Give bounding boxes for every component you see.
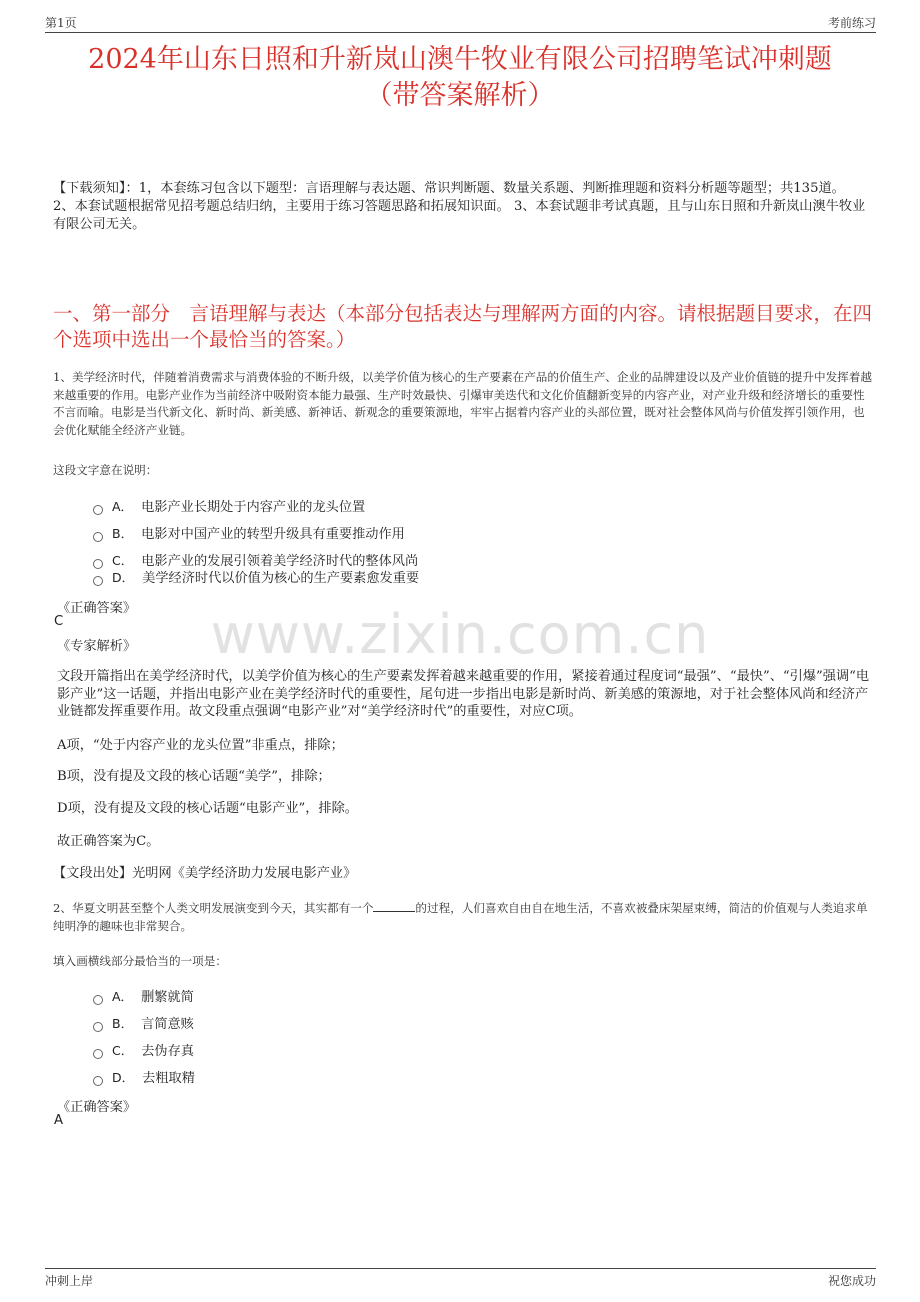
question-2-text-after: 的过程，人们喜欢自由自在地生活，不喜欢被叠床架屋束缚，简洁的价值观与人类追求单纯明净的趣味也非常契合。	[53, 901, 868, 933]
option-text: 电影产业长期处于内容产业的龙头位置	[141, 500, 366, 515]
question-2-text	[53, 900, 872, 935]
option-text: 去伪存真	[141, 1044, 194, 1059]
q1-option-b[interactable]	[93, 523, 405, 542]
footer-right-label: 祝您成功	[827, 1274, 876, 1288]
answer-label: 《正确答案》	[57, 601, 137, 616]
answer-value: A	[54, 1113, 64, 1128]
analysis-paragraph: 文段开篇指出在美学经济时代，以美学价值为核心的生产要素发挥着越来越重要的作用，紧接着通过程度词“最强”、“最快”、“引爆”强调“电影产业”这一话题，并指出电影产业在美学经济时代的重要性，尾句进一步指出电影是新时尚、新美感的策源地，对于社会整体风尚和经济产业链都发挥重要作用。故文段重点强调“电影产业”对“美学经济时代”的重要性，对应C项。	[57, 669, 870, 719]
download-notice: 【下载须知】：1，本套练习包含以下题型：言语理解与表达题、常识判断题、数量关系题、判断推理题和资料分析题等题型；共135道。 2、本套试题根据常见招考题总结归纳，主要用于练习答题思路和拓展知识面。 3、本套试题非考试真题，且与山东日照和升新岚山澳牛牧业有限公司无关。	[53, 181, 866, 232]
header-divider	[45, 32, 876, 33]
q1-option-d[interactable]	[93, 567, 419, 586]
option-text: 电影对中国产业的转型升级具有重要推动作用	[141, 527, 405, 542]
q1-option-a[interactable]	[93, 496, 365, 515]
footer-left-label: 冲刺上岸	[45, 1274, 94, 1288]
option-text: 电影产业的发展引领着美学经济时代的整体风尚	[141, 554, 419, 569]
analysis-paragraph: A项，“处于内容产业的龙头位置”非重点，排除；	[57, 738, 344, 753]
q2-option-c[interactable]	[93, 1040, 194, 1059]
analysis-paragraph: B项，没有提及文段的核心话题“美学”，排除；	[57, 769, 331, 784]
radio-icon[interactable]	[93, 1022, 103, 1032]
title-line-2: （带答案解析）	[365, 80, 555, 111]
question-1-text: 1、美学经济时代，伴随着消费需求与消费体验的不断升级，以美学价值为核心的生产要素在产品的价值生产、企业的品牌建设以及产业价值链的提升中发挥着越来越重要的作用。电影产业作为当前经济中吸附资本能力最强、生产时效最快、引爆审美迭代和文化价值翻新变异的内容产业，对产业升级和经济增长的重要性不言而喻。电影是当代新文化、新时尚、新美感、新神话、新观念的重要策源地，牢牢占据着内容产业的头部位置，既对社会整体风尚与价值发挥引领作用，也会优化赋能全经济产业链。	[53, 370, 872, 437]
option-text: 去粗取精	[142, 1071, 195, 1086]
footer-divider	[45, 1268, 876, 1269]
radio-icon[interactable]	[93, 532, 103, 542]
option-letter: C．	[112, 552, 134, 568]
q2-option-d[interactable]	[93, 1067, 195, 1086]
option-text: 删繁就简	[141, 990, 194, 1005]
source-citation: 【文段出处】光明网《美学经济助力发展电影产业》	[53, 866, 357, 881]
header-label: 考前练习	[827, 16, 876, 30]
section-heading: 一、第一部分 言语理解与表达（本部分包括表达与理解两方面的内容。请根据题目要求，在四个选项中选出一个最恰当的答案。）	[53, 302, 873, 351]
option-letter: B．	[112, 525, 134, 541]
option-letter: D．	[112, 569, 135, 585]
option-letter: A．	[112, 988, 134, 1004]
option-text: 美学经济时代以价值为核心的生产要素愈发重要	[142, 571, 420, 586]
document-title	[30, 42, 890, 114]
option-letter: D．	[112, 1069, 135, 1085]
radio-icon[interactable]	[93, 1076, 103, 1086]
option-letter: B．	[112, 1015, 134, 1031]
question-2-prompt: 填入画横线部分最恰当的一项是：	[53, 954, 227, 968]
question-2-text-before: 2、华夏文明甚至整个人类文明发展演变到今天，其实都有一个	[53, 901, 374, 915]
analysis-label: 《专家解析》	[57, 639, 137, 654]
q2-option-b[interactable]	[93, 1013, 194, 1032]
q2-option-a[interactable]	[93, 986, 194, 1005]
answer-label: 《正确答案》	[57, 1100, 137, 1115]
radio-icon[interactable]	[93, 576, 103, 586]
analysis-paragraph: 故正确答案为C。	[57, 834, 160, 849]
analysis-paragraph: D项，没有提及文段的核心话题“电影产业”，排除。	[57, 801, 358, 816]
answer-value: C	[54, 614, 64, 629]
option-letter: C．	[112, 1042, 134, 1058]
fill-blank	[373, 901, 415, 912]
question-1-prompt: 这段文字意在说明：	[53, 463, 158, 477]
watermark: www.zixin.com.cn	[210, 603, 710, 666]
option-text: 言简意赅	[141, 1017, 194, 1032]
radio-icon[interactable]	[93, 995, 103, 1005]
radio-icon[interactable]	[93, 505, 103, 515]
title-line-1: 2024年山东日照和升新岚山澳牛牧业有限公司招聘笔试冲刺题	[88, 44, 832, 75]
radio-icon[interactable]	[93, 1049, 103, 1059]
page-number: 第1页	[45, 16, 77, 30]
option-letter: A．	[112, 498, 134, 514]
